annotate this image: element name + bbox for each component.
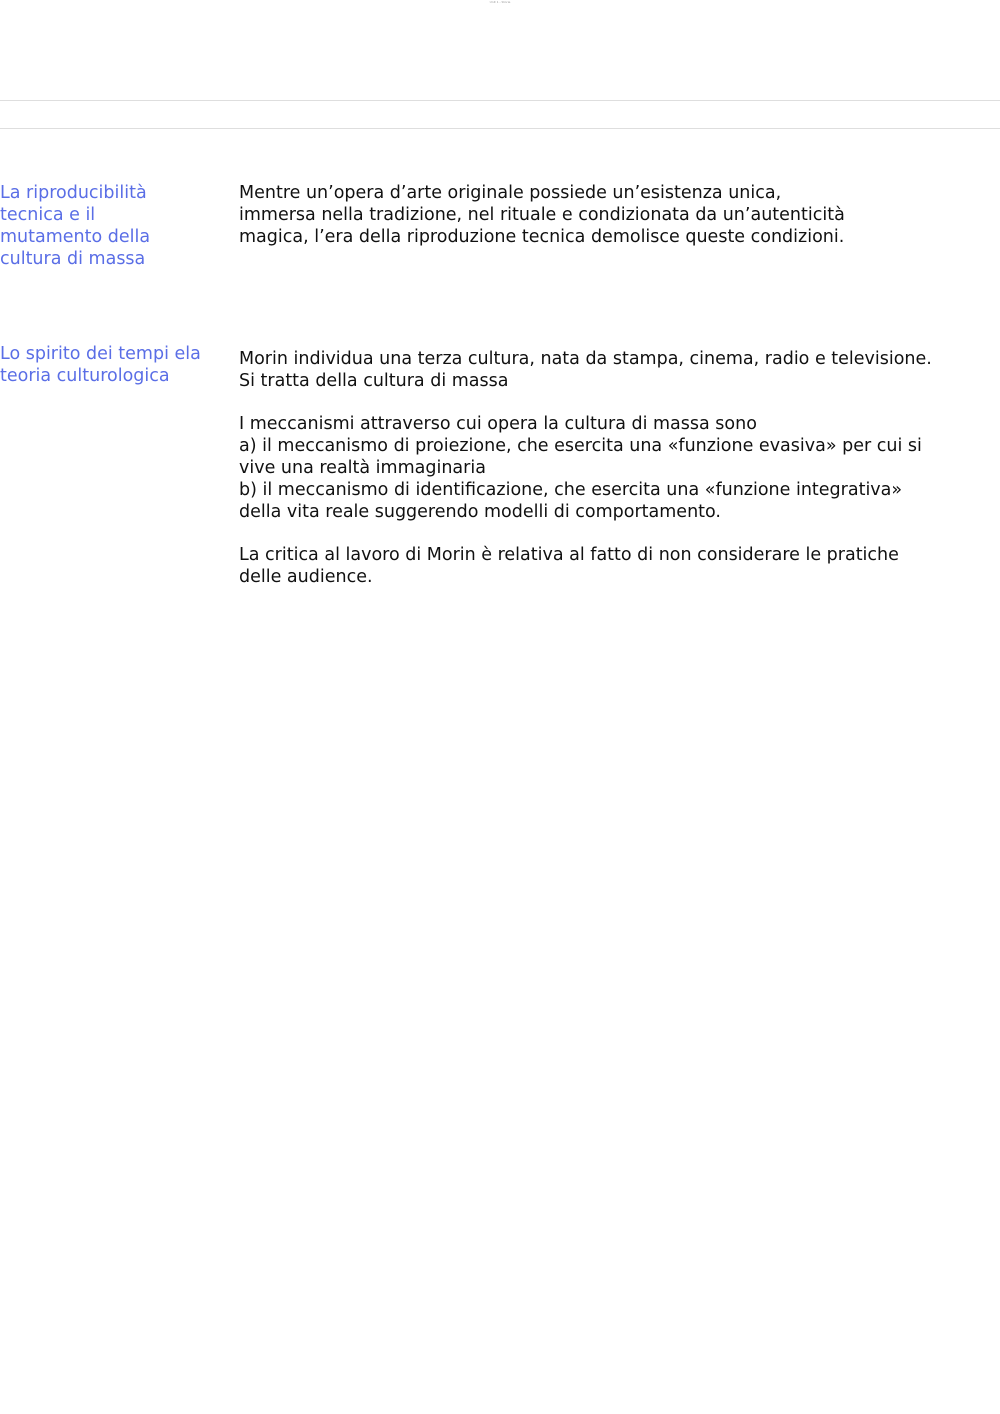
text-line: delle audience. [239,567,373,587]
text-line: La critica al lavoro di Morin è relativa al fatto di non considerare le pratiche [239,545,899,565]
heading-line: Lo spirito dei tempi ela [0,344,201,364]
heading-line: cultura di massa [0,249,146,269]
text-line: della vita reale suggerendo modelli di comportamento. [239,502,721,522]
section-heading [0,343,215,387]
text-line: Si tratta della cultura di massa [239,371,509,391]
section-body [239,182,969,269]
paragraph [239,544,969,588]
heading-line: La riproducibilità [0,183,147,203]
text-line: I meccanismi attraverso cui opera la cultura di massa sono [239,414,757,434]
text-line: magica, l’era della riproduzione tecnica demolisce queste condizioni. [239,227,845,247]
text-line: Morin individua una terza cultura, nata da stampa, cinema, radio e televisione. [239,349,932,369]
section-heading [0,182,175,270]
heading-line: mutamento della [0,227,151,247]
text-line: a) il meccanismo di proiezione, che esercita una «funzione evasiva» per cui si [239,436,922,456]
heading-line: teoria culturologica [0,366,170,386]
header-tiny-text: Unit 1 - Storie [489,0,511,4]
text-line: vive una realtà immaginaria [239,458,486,478]
divider-bottom [0,128,1000,129]
text-line: Mentre un’opera d’arte originale possiede un’esistenza unica, [239,183,782,203]
text-line: b) il meccanismo di identificazione, che esercita una «funzione integrativa» [239,480,903,500]
text-line: immersa nella tradizione, nel rituale e condizionata da un’autenticità [239,205,845,225]
paragraph [239,182,969,248]
heading-line: tecnica e il [0,205,96,225]
divider-top [0,100,1000,101]
paragraph [239,348,969,392]
paragraph [239,413,969,523]
section-body [239,348,969,609]
